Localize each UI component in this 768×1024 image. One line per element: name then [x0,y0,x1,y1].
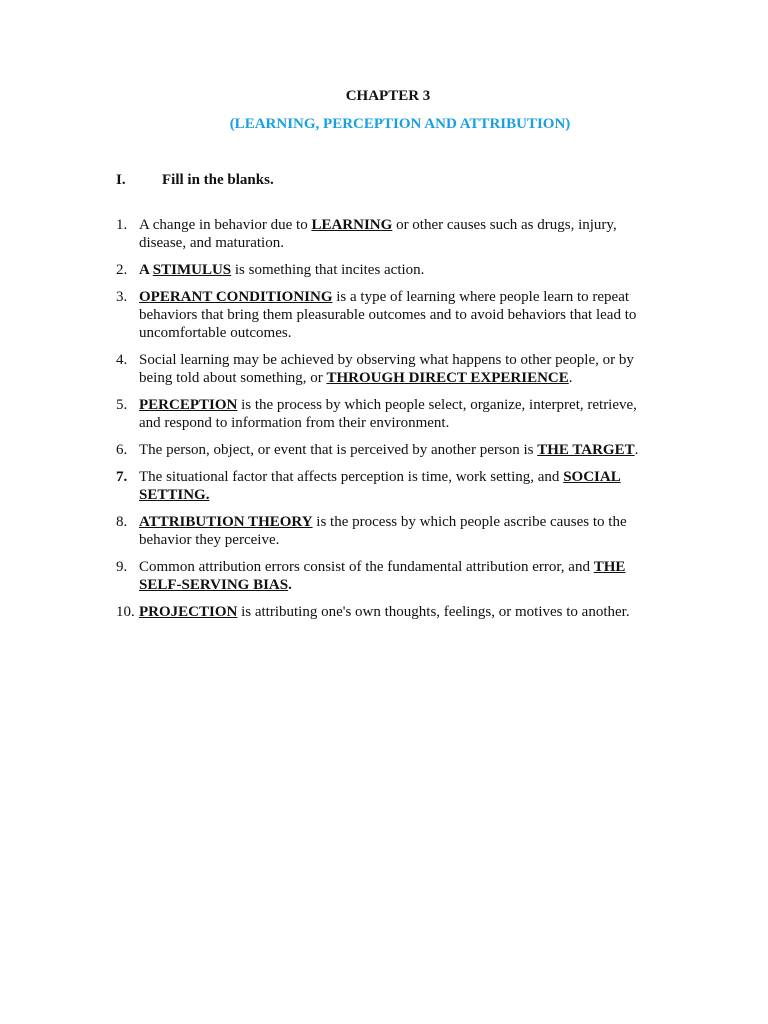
item-text: or other causes such as drugs, injury, disease, and maturation. [139,217,617,251]
list-item [116,216,656,252]
item-number: 3. [116,289,128,305]
item-text: A [139,262,153,278]
item-number: 1. [116,217,128,233]
item-answer: THROUGH DIRECT EXPERIENCE [326,370,569,386]
item-answer: PERCEPTION [139,397,238,413]
section-heading [116,171,274,189]
item-text: The person, object, or event that is perceived by another person is [139,442,538,458]
item-number: 4. [116,352,128,368]
item-answer: THE TARGET [537,442,635,458]
item-text: . [568,370,573,386]
item-text: is something that incites action. [231,262,425,278]
item-text: Common attribution errors consist of the fundamental attribution error, and [139,559,594,575]
list-item [116,261,656,279]
item-answer: THE SELF-SERVING BIAS [139,559,626,593]
list-item [116,603,656,621]
item-text: is the process by which people select, organize, interpret, retrieve, and respond to information from their environment. [139,397,637,431]
item-answer: LEARNING [311,217,393,233]
item-text: Social learning may be achieved by observing what happens to other people, or by being told about something, or [139,352,634,386]
item-answer: OPERANT CONDITIONING [139,289,333,305]
item-answer: SOCIAL SETTING. [139,469,621,503]
section-title: Fill in the blanks. [162,172,274,188]
item-number: 10. [116,604,135,620]
item-text: is the process by which people ascribe causes to the behavior they perceive. [139,514,627,548]
item-number: 2. [116,262,128,278]
list-item [116,513,656,549]
item-number: 7. [116,469,128,485]
item-answer: ATTRIBUTION THEORY [139,514,313,530]
item-number: 6. [116,442,128,458]
list-item [116,351,656,387]
section-number: I. [116,172,126,188]
chapter-heading: CHAPTER 3 [345,88,431,104]
item-answer: PROJECTION [139,604,238,620]
fill-in-blanks-list [116,216,656,630]
chapter-subtitle: (LEARNING, PERCEPTION AND ATTRIBUTION) [229,116,571,132]
item-number: 9. [116,559,128,575]
item-text: is attributing one's own thoughts, feelings, or motives to another. [237,604,630,620]
item-text: The situational factor that affects perception is time, work setting, and [139,469,564,485]
item-answer: STIMULUS [152,262,232,278]
list-item [116,396,656,432]
item-text: is a type of learning where people learn to repeat behaviors that bring them pleasurable outcomes and to avoid behaviors that lead to uncomfortable outcomes. [139,289,637,341]
item-number: 8. [116,514,128,530]
list-item [116,288,656,342]
list-item [116,558,656,594]
list-item [116,468,656,504]
list-item [116,441,656,459]
item-text: . [288,577,292,593]
item-number: 5. [116,397,128,413]
item-text: A change in behavior due to [139,217,312,233]
item-text: . [634,442,639,458]
